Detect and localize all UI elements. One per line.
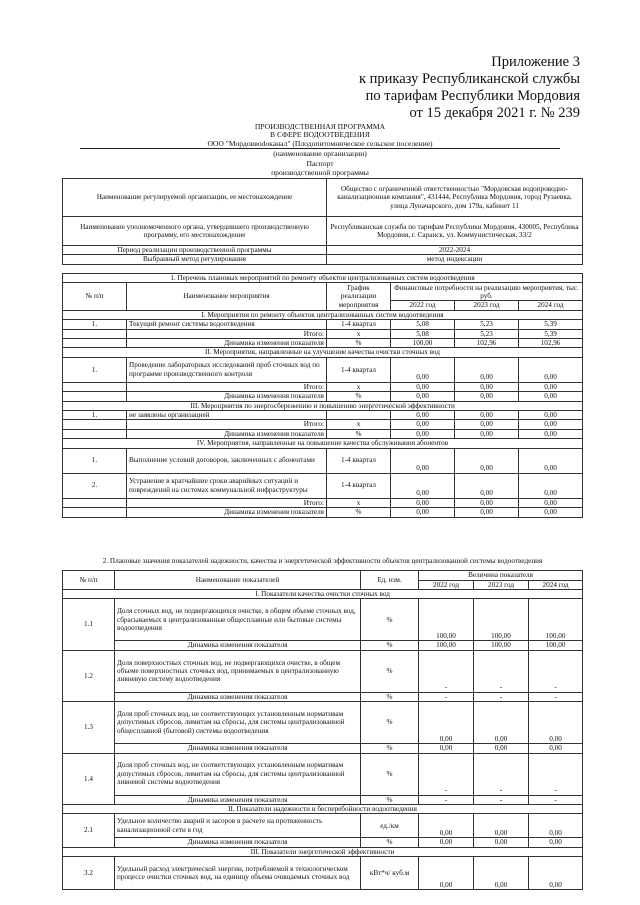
total-row-empty xyxy=(63,382,127,391)
dynamics-row-value: 0,00 xyxy=(519,508,583,517)
total-row-unit: х xyxy=(327,329,391,338)
dynamics-row-value: 0,00 xyxy=(419,744,474,753)
indicator-name: Доля проб сточных вод, не соответствующих установленным нормативам допустимых сбросов, лимитам на сбросы, для системы централизованной общесплавной (бытовой) системы водоотведения xyxy=(115,702,361,744)
dynamics-row-label: Динамика изменения показателя xyxy=(115,744,361,753)
group-title: I. Показатели качества очистки сточных вод xyxy=(63,589,583,598)
col-header-schedule: График реализации мероприятия xyxy=(327,283,391,310)
col-header-year: 2024 год xyxy=(529,580,583,589)
dynamics-row-label: Динамика изменения показателя xyxy=(115,692,361,701)
dynamics-row-value: 0,00 xyxy=(519,429,583,438)
dynamics-row-empty xyxy=(63,429,127,438)
appendix-line-4: от 15 декабря 2021 г. № 239 xyxy=(409,105,580,121)
finance-value: 0,00 xyxy=(391,473,455,498)
activity-schedule: 1-4 квартал xyxy=(327,448,391,473)
indicator-value: 100,00 xyxy=(529,599,583,641)
dynamics-row-value: - xyxy=(474,795,529,804)
dynamics-row-unit: % xyxy=(361,838,419,847)
dynamics-row-value: 0,00 xyxy=(519,392,583,401)
group-title: II. Мероприятия, направленные на улучшение качества очистки сточных вод xyxy=(63,348,583,357)
passport-table xyxy=(62,178,583,265)
org-name: ООО "Мордоввоdоканал" (Плодопитомническое сельское поселение) xyxy=(80,139,560,149)
indicator-unit: % xyxy=(361,599,419,641)
total-row-value: 0,00 xyxy=(455,498,519,507)
dynamics-row-unit: % xyxy=(327,429,391,438)
indicator-name: Доля проб сточных вод, не соответствующих установленным нормативам допустимых сбросов, лимитам на сбросы, для системы централизованной ливневой системы водоотведения xyxy=(115,753,361,795)
total-row-value: 0,00 xyxy=(391,382,455,391)
indicator-unit: % xyxy=(361,702,419,744)
dynamics-row-unit: % xyxy=(361,641,419,650)
row-number: 1. xyxy=(63,357,127,382)
dynamics-row-value: 0,00 xyxy=(455,392,519,401)
col-header-value: Величина показателя xyxy=(419,570,583,580)
indicator-unit: % xyxy=(361,753,419,795)
indicator-value: - xyxy=(419,650,474,692)
finance-value: 0,00 xyxy=(519,411,583,420)
indicator-name: Доля сточных вод, не подвергающихся очистке, в общем объеме сточных вод, сбрасываемых в централизованные общесплавные или бытовые системы водоотведения xyxy=(115,599,361,641)
dynamics-row-value: 100,00 xyxy=(474,641,529,650)
indicator-value: - xyxy=(474,753,529,795)
indicators-table xyxy=(62,552,583,890)
finance-value: 0,00 xyxy=(519,357,583,382)
indicator-name: Удельное количество аварий и засоров в расчете на протяженность канализационной сети в год xyxy=(115,814,361,838)
indicator-number: 2.1 xyxy=(63,814,115,847)
row-number: 2. xyxy=(63,473,127,498)
dynamics-row-empty xyxy=(63,392,127,401)
total-row-value: 0,00 xyxy=(455,420,519,429)
finance-value: 0,00 xyxy=(455,473,519,498)
appendix-line-1: Приложение 3 xyxy=(491,54,580,70)
dynamics-row-value: 100,00 xyxy=(529,641,583,650)
passport-label: Выбранный метод регулирования xyxy=(63,255,327,264)
total-row-value: 5,39 xyxy=(519,329,583,338)
section-caption: 2. Плановые значения показателей надежности, качества и энергетической эффективности объектов централизованной системы водоотведения xyxy=(102,556,543,565)
group-title: II. Показатели надежности и бесперебойности водоотведения xyxy=(63,804,583,813)
col-header-year: 2024 год xyxy=(519,301,583,310)
indicator-unit: % xyxy=(361,650,419,692)
total-row-unit: х xyxy=(327,498,391,507)
appendix-line-3: по тарифам Республики Мордовия xyxy=(365,88,580,104)
finance-value: 0,00 xyxy=(455,411,519,420)
dynamics-row-value: 0,00 xyxy=(391,429,455,438)
indicator-value: 0,00 xyxy=(474,814,529,838)
indicator-name: Доля поверхностных сточных вод, не подвергающихся очистке, в общем объеме поверхностных сточных вод, принимаемых в централизованную ливневую систему водоотведения xyxy=(115,650,361,692)
group-title: IV. Мероприятия, направленные на повышение качества обслуживания абонентов xyxy=(63,439,583,448)
indicator-value: 0,00 xyxy=(529,814,583,838)
col-header-finance: Финансовые потребности на реализацию мероприятия, тыс. руб. xyxy=(391,283,583,301)
org-caption: (наименование организации) xyxy=(273,149,367,158)
row-number: 1. xyxy=(63,448,127,473)
col-header-year: 2023 год xyxy=(455,301,519,310)
finance-value: 0,00 xyxy=(455,448,519,473)
row-number: 1. xyxy=(63,411,127,420)
indicator-value: - xyxy=(474,650,529,692)
activity-name: Текущий ремонт системы водоотведения xyxy=(127,320,327,329)
total-row-value: 5,23 xyxy=(455,329,519,338)
indicator-value: 0,00 xyxy=(529,702,583,744)
total-row-label: Итого: xyxy=(127,420,327,429)
col-header-num: № п/п xyxy=(63,570,115,589)
dynamics-row-value: 0,00 xyxy=(455,429,519,438)
total-row-value: 0,00 xyxy=(391,498,455,507)
col-header-name: Наименование мероприятия xyxy=(127,283,327,310)
indicator-number: 1.2 xyxy=(63,650,115,701)
finance-value: 0,00 xyxy=(391,448,455,473)
dynamics-row-value: 0,00 xyxy=(474,838,529,847)
col-header-num: № п/п xyxy=(63,283,127,310)
dynamics-row-value: 0,00 xyxy=(391,392,455,401)
dynamics-row-value: - xyxy=(419,692,474,701)
activity-name: Проведение лабораторных исследований проб сточных вод по программе производственного контроля xyxy=(127,357,327,382)
passport-value: Общество с ограниченной ответственностью "Мордовская водопроводно-канализационная компания", 431444, Республика Мордовия, город Рузаевка, улица Луначарского, дом 179а, кабинет 11 xyxy=(327,179,583,217)
indicator-number: 1.4 xyxy=(63,753,115,804)
dynamics-row-unit: % xyxy=(361,744,419,753)
total-row-value: 0,00 xyxy=(519,420,583,429)
col-header-year: 2023 год xyxy=(474,580,529,589)
col-header-year: 2022 год xyxy=(419,580,474,589)
dynamics-row-value: - xyxy=(529,692,583,701)
indicator-value: 0,00 xyxy=(419,814,474,838)
passport-label: Наименование уполномоченного органа, утвердившего производственную программу, его местонахождение xyxy=(63,217,327,246)
dynamics-row-value: 0,00 xyxy=(455,508,519,517)
finance-value: 0,00 xyxy=(455,357,519,382)
group-title: III. Мероприятия по энергосбережению и повышению энергетической эффективности xyxy=(63,401,583,410)
dynamics-row-value: 102,96 xyxy=(455,339,519,348)
dynamics-row-value: 0,00 xyxy=(529,838,583,847)
activities-table xyxy=(62,273,583,518)
row-number: 1. xyxy=(63,320,127,329)
dynamics-row-value: - xyxy=(419,795,474,804)
indicator-value: 0,00 xyxy=(419,702,474,744)
total-row-value: 0,00 xyxy=(391,420,455,429)
dynamics-row-unit: % xyxy=(327,508,391,517)
appendix-line-2: к приказу Республиканской службы xyxy=(358,71,580,87)
activity-name: Выполнение условий договоров, заключенных с абонентами xyxy=(127,448,327,473)
indicator-unit: кВт*ч/ куб.м xyxy=(361,857,419,890)
indicator-value: 0,00 xyxy=(419,857,474,890)
dynamics-row-value: 102,96 xyxy=(519,339,583,348)
finance-value: 0,00 xyxy=(391,357,455,382)
dynamics-row-value: 100,00 xyxy=(391,339,455,348)
indicator-number: 3.2 xyxy=(63,857,115,890)
activity-schedule: 1-4 квартал xyxy=(327,320,391,329)
finance-value: 0,00 xyxy=(519,448,583,473)
indicator-name: Удельный расход электрической энергии, потребляемой в технологическом процессе очистки сточных вод, на единицу объема очищаемых сточных вод xyxy=(115,857,361,890)
dynamics-row-value: 0,00 xyxy=(419,838,474,847)
passport-value: метод индексации xyxy=(327,255,583,264)
dynamics-row-unit: % xyxy=(361,692,419,701)
indicator-value: - xyxy=(529,753,583,795)
total-row-label: Итого: xyxy=(127,329,327,338)
indicator-unit: ед./км xyxy=(361,814,419,838)
total-row-value: 5,08 xyxy=(391,329,455,338)
section-caption: 1. Перечень плановых мероприятий по ремонту объектов централизованных систем водоотведения xyxy=(63,274,583,283)
dynamics-row-value: 0,00 xyxy=(529,744,583,753)
total-row-label: Итого: xyxy=(127,498,327,507)
passport-label: Период реализации производственной программы xyxy=(63,246,327,255)
dynamics-row-empty xyxy=(63,508,127,517)
indicator-value: 0,00 xyxy=(474,702,529,744)
total-row-value: 0,00 xyxy=(519,498,583,507)
total-row-value: 0,00 xyxy=(519,382,583,391)
program-subtitle: В СФЕРЕ ВОДООТВЕДЕНИЯ xyxy=(270,130,370,139)
dynamics-row-value: - xyxy=(529,795,583,804)
passport-title: Паспорт xyxy=(306,159,334,168)
group-title: I. Мероприятия по ремонту объектов централизованных систем водоотведения xyxy=(63,310,583,319)
indicator-number: 1.1 xyxy=(63,599,115,650)
total-row-empty xyxy=(63,329,127,338)
passport-value: Республиканская служба по тарифам Республики Мордовия, 430005, Республика Мордовия, г. Саранск, ул. Коммунистическая, 33/2 xyxy=(327,217,583,246)
activity-name: Устранение в кратчайшие сроки аварийных ситуаций и повреждений на системах коммунальной инфраструктуры xyxy=(127,473,327,498)
indicator-value: 0,00 xyxy=(529,857,583,890)
passport-label: Наименование регулируемой организации, ее местонахождение xyxy=(63,179,327,217)
col-header-name: Наименование показателей xyxy=(115,570,361,589)
dynamics-row-empty xyxy=(63,339,127,348)
dynamics-row-label: Динамика изменения показателя xyxy=(127,508,327,517)
dynamics-row-label: Динамика изменения показателя xyxy=(127,339,327,348)
total-row-value: 0,00 xyxy=(455,382,519,391)
finance-value: 0,00 xyxy=(519,473,583,498)
activity-name: не заявлены организацией xyxy=(127,411,327,420)
activity-schedule: 1-4 квартал xyxy=(327,357,391,382)
group-title: III. Показатели энергетической эффективности xyxy=(63,847,583,856)
activity-schedule: 1-4 квартал xyxy=(327,473,391,498)
dynamics-row-value: 0,00 xyxy=(391,508,455,517)
program-title: ПРОИЗВОДСТВЕННАЯ ПРОГРАММА xyxy=(254,122,386,131)
indicator-value: 0,00 xyxy=(474,857,529,890)
indicator-number: 1.3 xyxy=(63,702,115,753)
dynamics-row-label: Динамика изменения показателя xyxy=(115,838,361,847)
dynamics-row-value: 100,00 xyxy=(419,641,474,650)
col-header-unit: Ед. изм. xyxy=(361,570,419,589)
dynamics-row-label: Динамика изменения показателя xyxy=(127,429,327,438)
passport-subtitle: производственной программы xyxy=(271,168,369,177)
indicator-value: 100,00 xyxy=(419,599,474,641)
dynamics-row-value: - xyxy=(474,692,529,701)
dynamics-row-value: 0,00 xyxy=(474,744,529,753)
appendix-block xyxy=(359,54,580,122)
dynamics-row-label: Динамика изменения показателя xyxy=(115,795,361,804)
total-row-label: Итого: xyxy=(127,382,327,391)
finance-value: 5,08 xyxy=(391,320,455,329)
dynamics-row-unit: % xyxy=(327,339,391,348)
indicator-value: 100,00 xyxy=(474,599,529,641)
col-header-year: 2022 год xyxy=(391,301,455,310)
finance-value: 5,39 xyxy=(519,320,583,329)
total-row-unit: х xyxy=(327,420,391,429)
finance-value: 5,23 xyxy=(455,320,519,329)
total-row-empty xyxy=(63,420,127,429)
total-row-empty xyxy=(63,498,127,507)
dynamics-row-label: Динамика изменения показателя xyxy=(127,392,327,401)
indicator-value: - xyxy=(529,650,583,692)
activity-schedule xyxy=(327,411,391,420)
dynamics-row-unit: % xyxy=(361,795,419,804)
dynamics-row-label: Динамика изменения показателя xyxy=(115,641,361,650)
dynamics-row-unit: % xyxy=(327,392,391,401)
total-row-unit: х xyxy=(327,382,391,391)
finance-value: 0,00 xyxy=(391,411,455,420)
indicator-value: - xyxy=(419,753,474,795)
passport-value: 2022-2024 xyxy=(327,246,583,255)
